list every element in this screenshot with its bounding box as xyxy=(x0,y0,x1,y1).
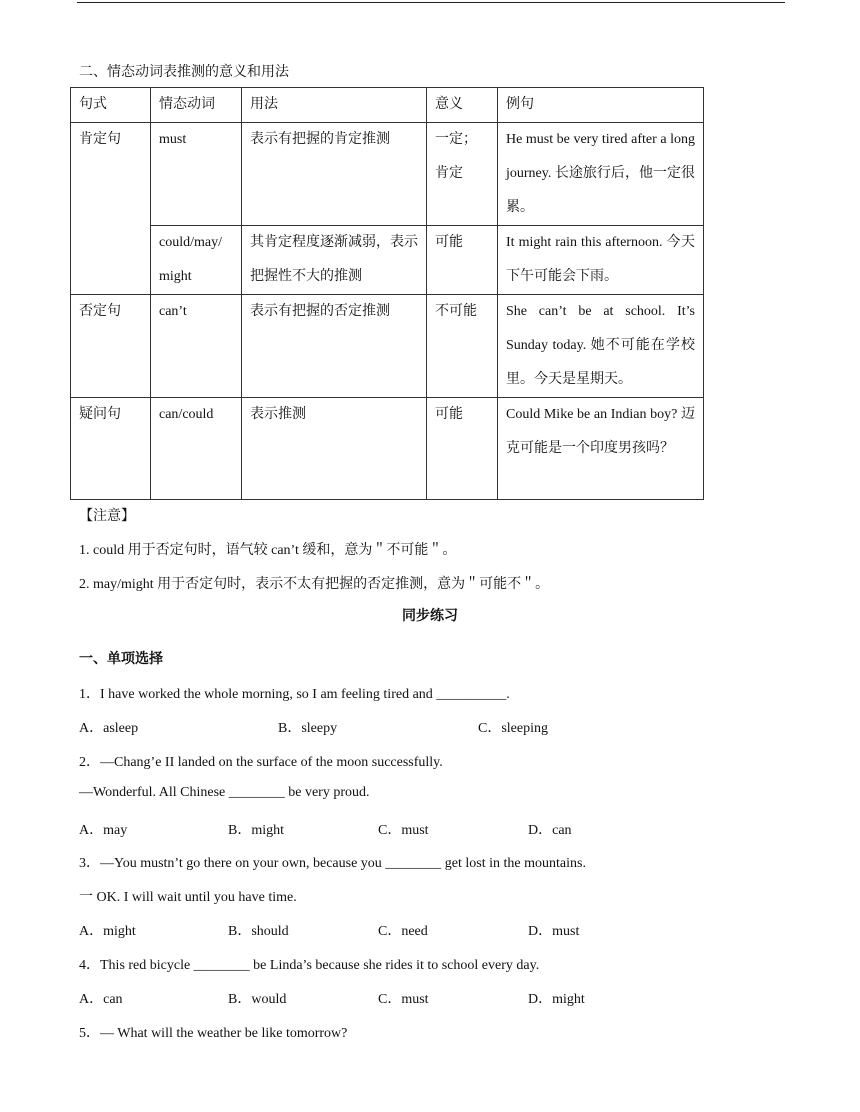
table-row xyxy=(71,226,704,295)
table-header-row xyxy=(71,88,704,123)
meaning-cell: 可能 xyxy=(427,398,498,500)
header-cell: 用法 xyxy=(242,88,427,123)
usage-cell: 表示有把握的肯定推测 xyxy=(242,123,427,226)
modal-cell: can/could xyxy=(151,398,242,500)
usage-cell: 其肯定程度逐渐减弱，表示把握性不大的推测 xyxy=(242,226,427,295)
question-stem: 3．—You mustn’t go there on your own, because you ________ get lost in the mountains. xyxy=(79,856,586,871)
option-row xyxy=(79,819,779,839)
option-c[interactable]: C．sleeping xyxy=(478,721,548,736)
option-b[interactable]: B．sleepy xyxy=(278,721,338,736)
option-a[interactable]: A．asleep xyxy=(79,721,139,736)
option-c[interactable]: C．must xyxy=(378,823,429,838)
example-cell: He must be very tired after a long journey. 长途旅行后，他一定很累。 xyxy=(498,123,704,226)
example-cell: It might rain this afternoon. 今天下午可能会下雨。 xyxy=(498,226,704,295)
top-rule xyxy=(77,2,785,3)
option-b[interactable]: B．would xyxy=(228,992,287,1007)
practice-title: 同步练习 xyxy=(402,609,458,624)
meaning-cell: 一定；肯定 xyxy=(427,123,498,226)
grammar-table xyxy=(70,87,704,500)
example-cell: She can’t be at school. It’s Sunday today. 她不可能在学校里。今天是星期天。 xyxy=(498,295,704,398)
header-cell: 例句 xyxy=(498,88,704,123)
note-line: 2. may/might 用于否定句时，表示不太有把握的否定推测，意为＂可能不＂。 xyxy=(79,577,550,592)
table-row xyxy=(71,123,704,226)
question-stem: 4．This red bicycle ________ be Linda’s because she rides it to school every day. xyxy=(79,958,540,973)
question-stem: 5．— What will the weather be like tomorrow? xyxy=(79,1026,348,1041)
header-cell: 意义 xyxy=(427,88,498,123)
option-d[interactable]: D．might xyxy=(528,992,585,1007)
option-c[interactable]: C．must xyxy=(378,992,429,1007)
question-stem: 1．I have worked the whole morning, so I am feeling tired and __________. xyxy=(79,687,510,702)
note-title: 【注意】 xyxy=(79,509,135,524)
option-a[interactable]: A．can xyxy=(79,992,123,1007)
option-row xyxy=(79,988,779,1008)
sentence-type-cell: 否定句 xyxy=(71,295,151,398)
section-title: 一、单项选择 xyxy=(79,652,163,667)
option-a[interactable]: A．might xyxy=(79,924,136,939)
table-row xyxy=(71,295,704,398)
option-b[interactable]: B．should xyxy=(228,924,289,939)
option-d[interactable]: D．can xyxy=(528,823,572,838)
modal-cell: could/may/ might xyxy=(151,226,242,295)
modal-cell: must xyxy=(151,123,242,226)
question-stem: 2．—Chang’e II landed on the surface of the moon successfully. xyxy=(79,755,443,770)
header-cell: 句式 xyxy=(71,88,151,123)
option-row xyxy=(79,920,779,940)
usage-cell: 表示推测 xyxy=(242,398,427,500)
option-b[interactable]: B．might xyxy=(228,823,285,838)
option-c[interactable]: C．need xyxy=(378,924,428,939)
option-d[interactable]: D．must xyxy=(528,924,580,939)
sentence-type-cell: 疑问句 xyxy=(71,398,151,500)
table-row xyxy=(71,398,704,500)
sentence-type-cell: 肯定句 xyxy=(71,123,151,295)
question-stem: —Wonderful. All Chinese ________ be very proud. xyxy=(79,785,370,800)
header-cell: 情态动词 xyxy=(151,88,242,123)
modal-cell: can’t xyxy=(151,295,242,398)
example-cell: Could Mike be an Indian boy? 迈克可能是一个印度男孩吗？ xyxy=(498,398,704,500)
meaning-cell: 可能 xyxy=(427,226,498,295)
usage-cell: 表示有把握的否定推测 xyxy=(242,295,427,398)
option-a[interactable]: A．may xyxy=(79,823,128,838)
note-line: 1. could 用于否定句时，语气较 can’t 缓和，意为＂不可能＂。 xyxy=(79,543,457,558)
section-heading: 二、情态动词表推测的意义和用法 xyxy=(79,65,289,80)
question-stem: 一 OK. I will wait until you have time. xyxy=(79,890,297,905)
meaning-cell: 不可能 xyxy=(427,295,498,398)
option-row xyxy=(79,717,779,737)
